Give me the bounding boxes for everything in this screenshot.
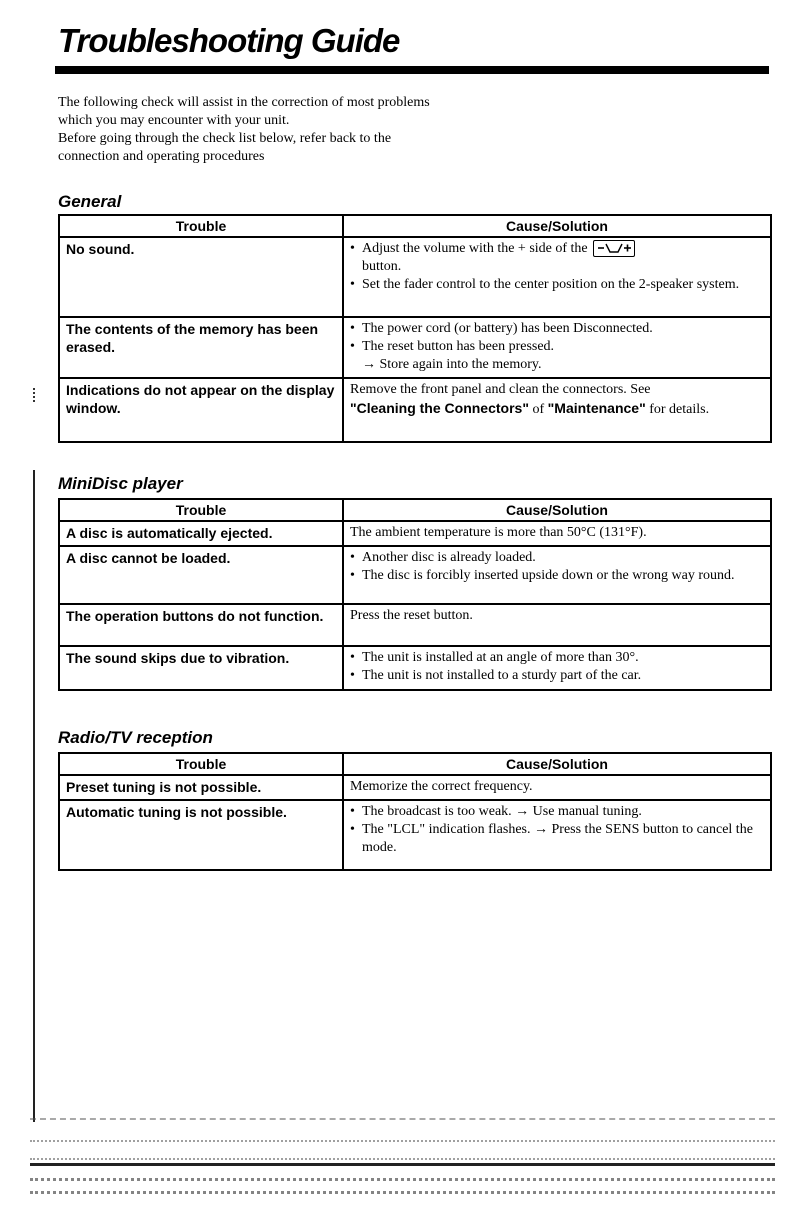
scan-mark: [33, 388, 38, 402]
cause-text: of: [528, 402, 548, 417]
table-row: [59, 646, 771, 690]
cause-cell: [343, 646, 771, 690]
cause-cell: [343, 800, 771, 870]
scan-noise: [30, 1140, 775, 1160]
trouble-cell: No sound.: [59, 237, 343, 317]
cause-solution-line: → Store again into the memory.: [362, 357, 542, 372]
cause-item: • The reset button has been pressed.: [350, 338, 764, 356]
title-rule: [55, 66, 769, 74]
cause-cell: The ambient temperature is more than 50°C (131°F).: [343, 521, 771, 546]
cause-text: button.: [362, 259, 402, 274]
trouble-cell: The contents of the memory has been erased.: [59, 317, 343, 378]
cross-reference: "Maintenance": [547, 400, 646, 416]
intro-line: connection and operating procedures: [58, 149, 265, 164]
section-heading-minidisc: MiniDisc player: [58, 474, 183, 493]
trouble-cell: A disc is automatically ejected.: [59, 521, 343, 546]
cause-cell: [343, 546, 771, 604]
page-title: Troubleshooting Guide: [58, 22, 400, 59]
cause-item: • The power cord (or battery) has been Disconnected.: [350, 320, 764, 338]
volume-minus-plus-button-icon: [593, 240, 635, 257]
section-heading-general: General: [58, 192, 122, 211]
cause-item: • The unit is installed at an angle of more than 30°.: [350, 649, 764, 667]
column-header-cause: Cause/Solution: [343, 215, 771, 237]
scan-noise: [30, 1163, 775, 1166]
radio-table: [58, 752, 772, 871]
cause-text: Remove the front panel and clean the connectors. See: [350, 382, 651, 397]
cause-cell: Memorize the correct frequency.: [343, 775, 771, 800]
cause-cell: Press the reset button.: [343, 604, 771, 646]
trouble-cell: The operation buttons do not function.: [59, 604, 343, 646]
minidisc-table: [58, 498, 772, 691]
table-row: [59, 237, 771, 317]
table-row: [59, 800, 771, 870]
cause-item: [350, 240, 764, 276]
intro-line: which you may encounter with your unit.: [58, 113, 290, 128]
cause-item: • The "LCL" indication flashes. → Press the SENS button to cancel the mode.: [350, 821, 764, 857]
trouble-cell: Automatic tuning is not possible.: [59, 800, 343, 870]
cause-text: for details.: [645, 402, 710, 417]
cause-item: • The broadcast is too weak. → Use manual tuning.: [350, 803, 764, 821]
trouble-cell: Indications do not appear on the display window.: [59, 378, 343, 442]
intro-line: The following check will assist in the correction of most problems: [58, 95, 430, 110]
table-row: [59, 546, 771, 604]
cause-cell: [343, 237, 771, 317]
trouble-cell: A disc cannot be loaded.: [59, 546, 343, 604]
cause-text: Adjust the volume with the + side of the: [362, 241, 588, 256]
intro-line: Before going through the check list below, refer back to the: [58, 131, 392, 146]
cause-cell: [343, 317, 771, 378]
table-row: [59, 521, 771, 546]
section-heading-radio: Radio/TV reception: [58, 728, 213, 747]
cause-item: • Set the fader control to the center position on the 2-speaker system.: [350, 276, 764, 294]
column-header-cause: Cause/Solution: [343, 499, 771, 521]
column-header-trouble: Trouble: [59, 215, 343, 237]
column-header-trouble: Trouble: [59, 499, 343, 521]
cause-item: • Another disc is already loaded.: [350, 549, 764, 567]
table-row: [59, 317, 771, 378]
trouble-cell: The sound skips due to vibration.: [59, 646, 343, 690]
page-edge-line: [33, 470, 35, 1122]
scan-noise: [30, 1118, 775, 1126]
general-table: [58, 214, 772, 443]
cause-item: • The unit is not installed to a sturdy part of the car.: [350, 667, 764, 685]
cause-item: • The disc is forcibly inserted upside down or the wrong way round.: [350, 567, 764, 585]
trouble-cell: Preset tuning is not possible.: [59, 775, 343, 800]
cause-cell: [343, 378, 771, 442]
column-header-trouble: Trouble: [59, 753, 343, 775]
table-row: [59, 775, 771, 800]
table-row: [59, 604, 771, 646]
scan-noise: [30, 1178, 775, 1194]
column-header-cause: Cause/Solution: [343, 753, 771, 775]
intro-paragraph: [58, 94, 618, 166]
cross-reference: "Cleaning the Connectors": [350, 400, 529, 416]
table-row: [59, 378, 771, 442]
